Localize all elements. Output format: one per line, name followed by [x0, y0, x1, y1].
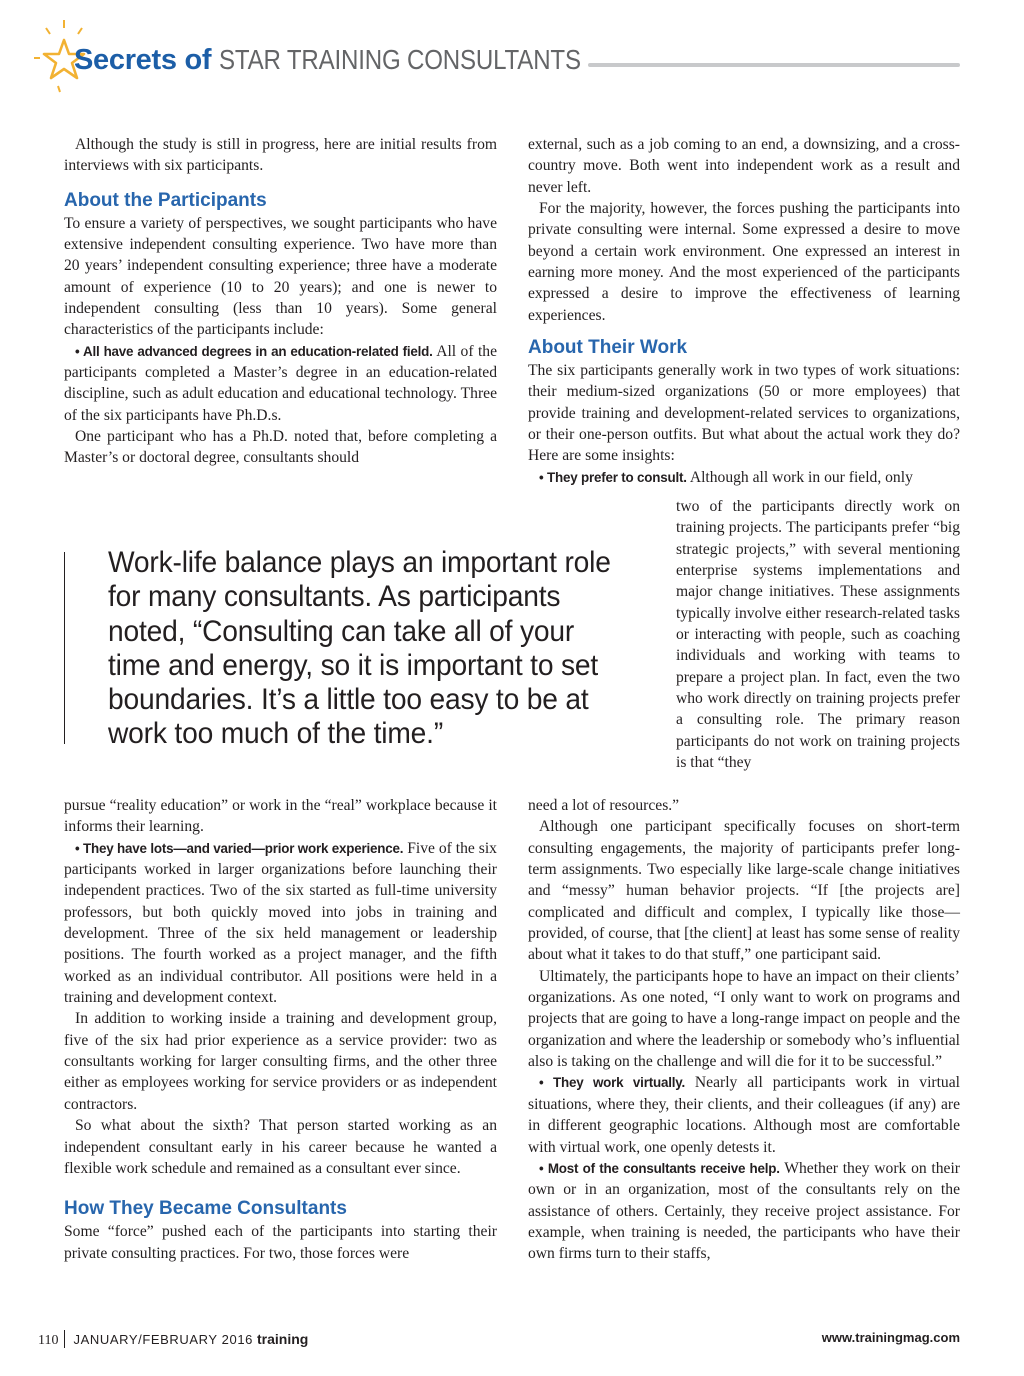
footer-left [38, 1330, 308, 1349]
right-column-bottom [528, 795, 960, 1265]
footer-right [822, 1330, 960, 1345]
prefer-consult-end: need a lot of resources.” [528, 797, 680, 814]
bullet-lead: • They have lots—and varied—prior work experience. [75, 840, 404, 856]
left-column-top [64, 134, 497, 469]
bullet-text: All of the participants completed a Master’s degree in an education-related discipline, such as adult education and educational technology. Three of the six participants have Ph.D.s. [64, 342, 497, 424]
internal-forces-paragraph: For the majority, however, the forces pushing the participants into private consulting were internal. Some expressed a desire to move beyond a certain work environment. One expressed an interest in earning more money. And the most experienced of the participants expressed a desire to improve the effectiveness of learning experiences. [528, 200, 960, 324]
intro-paragraph: Although the study is still in progress, here are initial results from interviews with six participants. [64, 136, 497, 175]
section-header [74, 44, 640, 77]
heading-about-work: About Their Work [528, 337, 688, 359]
pull-quote: Work-life balance plays an important role for many consultants. As participants noted, “Consulting can take all of your time and energy, so it is important to set boundaries. It’s a little too easy to be at work too much of the time.” [108, 546, 611, 751]
bullet-lead: • Most of the consultants receive help. [539, 1160, 780, 1176]
left-column-bottom [64, 795, 497, 1264]
bullet-lead: • They prefer to consult. [539, 469, 687, 485]
bullet-prefer-consult [528, 467, 960, 488]
right-column-narrow [676, 496, 960, 773]
bullet-advanced-degrees [64, 341, 497, 426]
external-forces-paragraph: external, such as a job coming to an end, a downsizing, and a cross-country move. Both went into independent work as a result and never left. [528, 136, 960, 196]
participants-paragraph: To ensure a variety of perspectives, we sought participants who have extensive independent consulting experience. Two have more than 20 years’ independent consulting experience; three have a moderate amount of experience (10 to 20 years); and one is newer to independent consulting (less than 10 years). Some general characteristics of the participants include: [64, 214, 497, 339]
website-url: www.trainingmag.com [821, 1330, 960, 1345]
header-title-light: STAR TRAINING CONSULTANTS [219, 44, 582, 75]
pull-quote-rule [64, 552, 65, 744]
force-paragraph: Some “force” pushed each of the participants into starting their private consulting practices. For two, those forces were [64, 1223, 497, 1262]
footer-divider [64, 1330, 65, 1348]
bullet-prior-experience [64, 838, 497, 1009]
bullet-lead: • They work virtually. [539, 1075, 686, 1091]
bullet-text: Whether they work on their own or in an organization, most of the consultants rely on the assistance of others. Certainly, they receive project assistance. For example, when training is needed, the participants who have their own firms turn to their staffs, [528, 1159, 960, 1263]
bullet-receive-help [528, 1158, 960, 1265]
issue-date: JANUARY/FEBRUARY 2016 [73, 1332, 253, 1347]
bullet-lead: • All have advanced degrees in an education-related field. [75, 343, 433, 359]
header-rule [588, 63, 960, 67]
bullet-text: Nearly all participants work in virtual situations, where they, their clients, and their colleagues (if any) are in different geographic locations. Although most are comfortable with virtual work, one openly detests it. [528, 1074, 960, 1156]
bullet-text: Although all work in our field, only [689, 468, 913, 486]
heading-how-became: How They Became Consultants [64, 1198, 347, 1220]
prefer-consult-continued: two of the participants directly work on training projects. The participants prefer “big strategic projects,” with several mentioning enterprise systems implementations and major change initiatives. These assignments typically involve either research-related tasks or interacting with people, such as coaching individuals and working with teams to prepare a project plan. In fact, even the two who work directly on training projects prefer a consulting role. The primary reason participants do not work on training projects is that “they [676, 498, 960, 772]
bullet-work-virtually [528, 1072, 960, 1157]
page-number: 110 [38, 1333, 59, 1348]
reality-education-paragraph: pursue “reality education” or work in the “real” workplace because it informs their learning. [64, 797, 497, 836]
long-term-paragraph: Although one participant specifically focuses on short-term consulting engagements, the majority of participants prefer long-term assignments. Two especially like large-scale change initiatives and “messy” human behavior projects. “If [the projects are] complicated and difficult and complex, I typically like those—provided, of course, that [the client] at least has some sense of reality about what it takes to do that stuff,” one participant said. [528, 818, 960, 964]
header-title-bold: Secrets of [74, 44, 212, 76]
magazine-name: training [257, 1331, 309, 1347]
right-column-top [528, 134, 960, 488]
sixth-participant-paragraph: So what about the sixth? That person started working as an independent consultant early in his career because he wanted a flexible work schedule and remained as a consultant ever since. [64, 1117, 497, 1177]
work-situations-paragraph: The six participants generally work in two types of work situations: their medium-sized organizations (50 or more employees) that provide training and development-related services to organizations, or their one-person outfits. But what about the actual work they do? Here are some insights: [528, 362, 960, 465]
impact-paragraph: Ultimately, the participants hope to have an impact on their clients’ organizations. As one noted, “I only want to work on programs and projects that are going to have a long-range impact on people and the organization and where the leadership or somebody who’s influential also is taking on the challenge and will die for it to be successful.” [528, 967, 960, 1071]
bullet-text: Five of the six participants worked in larger organizations before launching their independent practices. Two of the six started as full-time university professors, but both quickly moved into jobs in training and development. Three of the six held management or leadership positions. The fourth worked as a project manager, and the fifth worked as an individual contributor. All positions were held in a training and development context. [64, 839, 497, 1007]
service-provider-paragraph: In addition to working inside a training and development group, five of the six had prior experience as a service provider: two as consultants working for larger consulting firms, and the other three either as employees working for service providers or as independent contractors. [64, 1010, 497, 1113]
heading-about-participants: About the Participants [64, 189, 267, 211]
phd-paragraph: One participant who has a Ph.D. noted that, before completing a Master’s or doctoral degree, consultants should [64, 428, 497, 467]
